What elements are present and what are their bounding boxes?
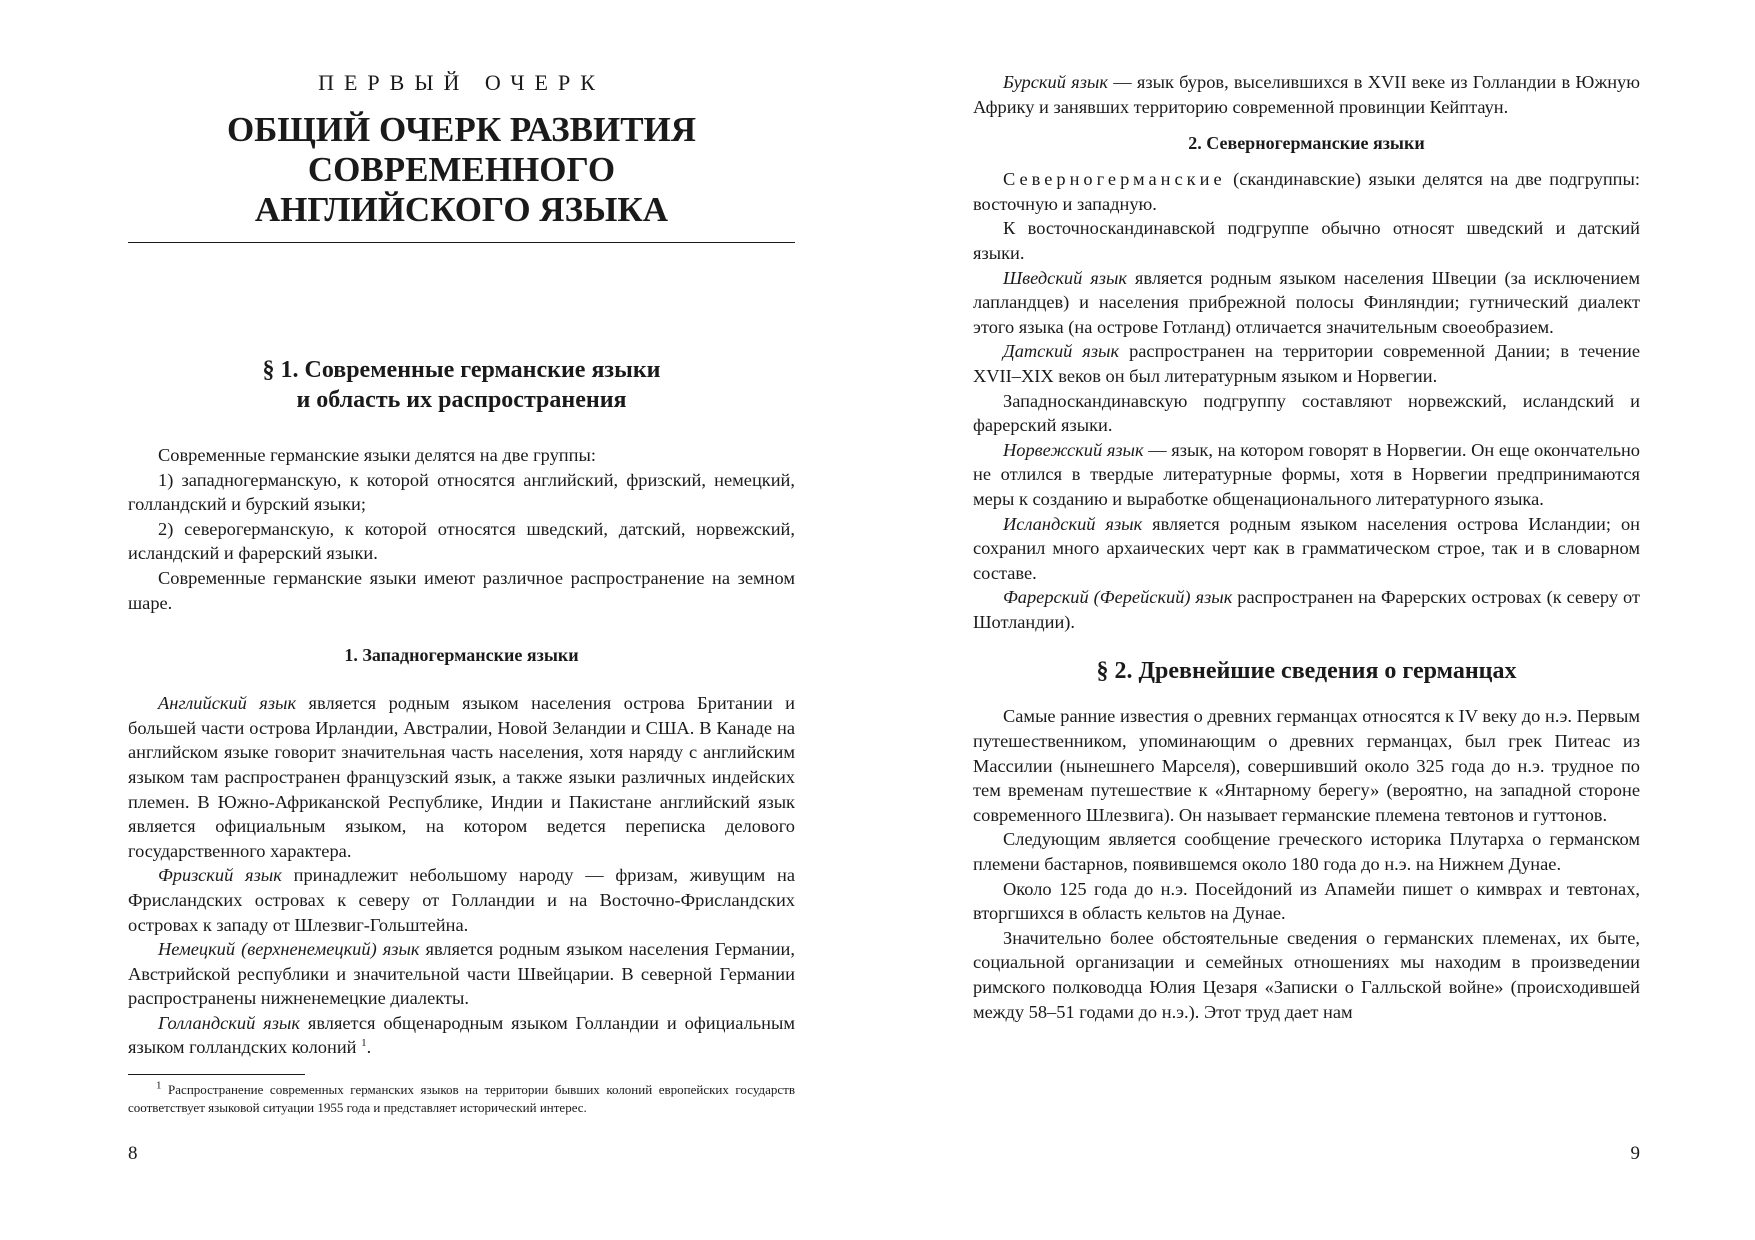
page-number: 8	[128, 1143, 138, 1164]
section-title-line: § 1. Современные германские языки	[262, 357, 661, 383]
paragraph-text: .	[366, 1037, 372, 1058]
paragraph	[128, 937, 795, 1011]
paragraph	[973, 512, 1640, 586]
north-germanic-text	[973, 167, 1640, 634]
page-number: 9	[1630, 1143, 1640, 1164]
paragraph-text: является родным языком населения острова Исландии; он сохранил много архаических черт как в грамматическом строе, так и в словарном составе.	[973, 513, 1640, 583]
section-1-intro	[128, 443, 795, 615]
paragraph-text: — язык, на котором говорят в Норвегии. Он еще окончательно не отлился в твердые литературные формы, хотя в Норвегии предпринимаются меры к созданию и выработке общенационального литературного языка.	[973, 439, 1641, 509]
language-term: Английский язык	[158, 693, 297, 714]
language-term: Датский язык	[1003, 341, 1120, 362]
language-term: Бурский язык	[1003, 72, 1108, 92]
paragraph-text: — язык буров, выселившихся в XVII веке из Голландии в Южную Африку и занявших территорию современной провинции Кейптаун.	[973, 72, 1640, 117]
paragraph-text: распространен на Фарерских островах (к северу от Шотландии).	[973, 587, 1640, 632]
paragraph: Западноскандинавскую подгруппу составляют норвежский, исландский и фарерский языки.	[973, 390, 1640, 436]
footnote-reference[interactable]: 1	[361, 1037, 367, 1050]
paragraph-text: является общенародным языком Голландии и официальным языком голландских колоний	[128, 1012, 795, 1058]
paragraph: 1) западногерманскую, к которой относятся английский, фризский, немецкий, голландский и бурский языки;	[128, 469, 795, 515]
language-term: Северногерманские	[1003, 169, 1226, 190]
chapter-title-line: ОБЩИЙ ОЧЕРК РАЗВИТИЯ	[226, 110, 697, 149]
paragraph: Около 125 года до н.э. Посейдоний из Апамейи пишет о кимврах и тевтонах, вторгшихся в область кельтов на Дунае.	[973, 878, 1640, 924]
paragraph	[973, 266, 1640, 340]
language-term: Немецкий (верхненемецкий) язык	[158, 939, 420, 960]
paragraph-text: (скандинавские) языки делятся на две подгруппы: восточную и западную.	[973, 169, 1640, 214]
language-term: Фарерский (Ферейский) язык	[1003, 587, 1233, 608]
chapter-title	[128, 110, 795, 243]
west-germanic-text	[128, 691, 795, 1060]
language-term: Норвежский язык	[1003, 439, 1144, 460]
section-2-text	[973, 704, 1640, 1024]
paragraph	[128, 1011, 795, 1060]
footnote-mark: 1	[156, 1079, 162, 1092]
language-term: Фризский язык	[158, 865, 282, 886]
paragraph: Следующим является сообщение греческого историка Плутарха о германском племени бастарнов, появившемся около 180 года до н.э. на Нижнем Дунае.	[973, 829, 1640, 875]
paragraph-text: принадлежит небольшому народу — фризам, живущим на Фрисландских островах к северу от Голландии и на Восточно-Фрисландских островах к западу от Шлезвиг-Гольштейна.	[128, 865, 795, 935]
paragraph-text: распространен на территории современной Дании; в течение XVII–XIX веков он был литературным языком и Норвегии.	[973, 341, 1640, 386]
language-term: Исландский язык	[1003, 513, 1143, 534]
section-2-title: § 2. Древнейшие сведения о германцах	[1096, 658, 1517, 685]
left-page	[128, 0, 795, 1240]
paragraph: Значительно более обстоятельные сведения о германских племенах, их быте, социальной организации и семейных отношениях мы находим в произведении римского полководца Юлия Цезаря «Записки о Галльской войне» (происходившей между 58–51 годами до н.э.). Этот труд дает нам	[973, 927, 1640, 1022]
subsection-west-germanic-title: 1. Западногерманские языки	[344, 645, 579, 666]
boer-paragraph	[973, 70, 1640, 119]
chapter-label: ПЕРВЫЙ ОЧЕРК	[318, 70, 605, 95]
paragraph	[128, 691, 795, 863]
footnote-text: Распространение современных германских языков на территории бывших колоний европейских государств соответствует языковой ситуации 1955 года и представляет исторический интерес.	[128, 1082, 795, 1115]
paragraph	[128, 863, 795, 937]
paragraph	[973, 167, 1640, 216]
paragraph: К восточноскандинавской подгруппе обычно относят шведский и датский языки.	[973, 218, 1640, 263]
language-term: Голландский язык	[158, 1012, 300, 1033]
paragraph: Современные германские языки имеют различное распространение на земном шаре.	[128, 567, 795, 613]
section-1-title	[128, 355, 795, 415]
paragraph-text: является родным языком населения острова Британии и большей части острова Ирландии, Австралии, Новой Зеландии и США. В Канаде на английском языке говорит значительная часть населения, хотя наряду с английским языком там распространен французский язык, а также языки различных индейских племен. В Южно-Африканской Республике, Индии и Пакистане английский язык является официальным языком, на котором ведется переписка делового государственного характера.	[128, 693, 795, 861]
footnote-divider	[128, 1074, 305, 1075]
section-title-line: и область их распространения	[296, 387, 627, 413]
paragraph-text: является родным языком населения Швеции (за исключением лапландцев) и населения прибрежной полосы Финляндии; гутнический диалект этого языка (на острове Готланд) отличается значительным своеобразием.	[973, 267, 1640, 337]
paragraph	[973, 70, 1640, 119]
paragraph: 2) северогерманскую, к которой относятся шведский, датский, норвежский, исландский и фарерский языки.	[128, 518, 795, 564]
paragraph	[973, 585, 1640, 634]
paragraph	[973, 339, 1640, 388]
chapter-title-line: СОВРЕМЕННОГО	[307, 150, 616, 189]
chapter-title-line: АНГЛИЙСКОГО ЯЗЫКА	[254, 190, 669, 229]
right-page	[973, 0, 1640, 1240]
paragraph-text: является родным языком населения Германии, Австрийской республики и значительной части Швейцарии. В северной Германии распространены нижненемецкие диалекты.	[128, 939, 795, 1009]
language-term: Шведский язык	[1003, 267, 1128, 288]
footnote	[128, 1081, 795, 1116]
paragraph	[973, 438, 1640, 512]
paragraph: Современные германские языки делятся на две группы:	[158, 445, 596, 465]
subsection-north-germanic-title: 2. Северногерманские языки	[1188, 133, 1425, 154]
paragraph: Самые ранние известия о древних германцах относятся к IV веку до н.э. Первым путешественником, упоминающим о древних германцах, был грек Питеас из Массилии (нынешнего Марселя), совершивший около 325 года до н.э. трудное по тем временам путешествие к «Янтарному берегу» (вероятно, на западной стороне современного Шлезвига). Он называет германские племена тевтонов и гуттонов.	[973, 706, 1640, 825]
